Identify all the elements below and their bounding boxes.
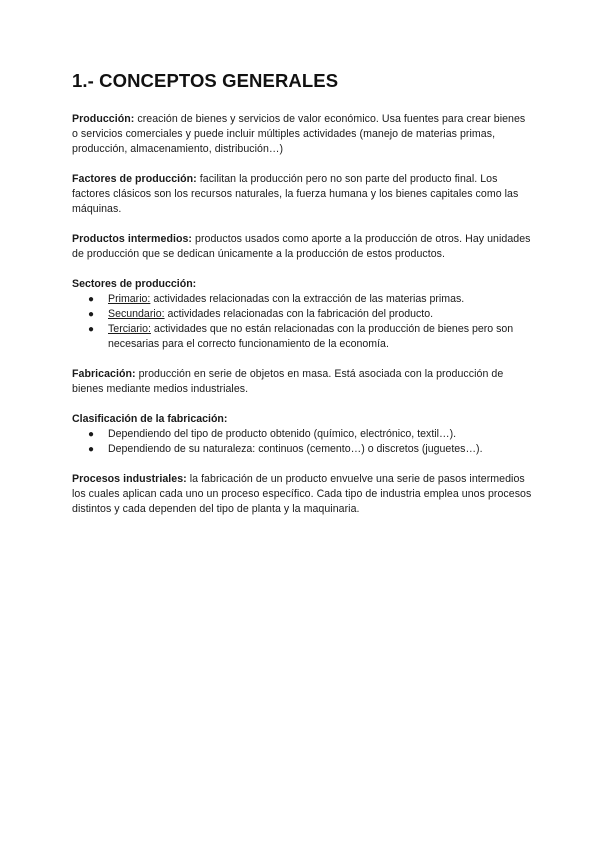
- page-title: 1.- CONCEPTOS GENERALES: [72, 70, 339, 91]
- text-terciario: actividades que no están relacionadas con la producción de bienes pero son necesarias para el correcto funcionamiento de la economía.: [108, 323, 514, 350]
- document-page: [72, 70, 532, 532]
- term-produccion: Producción:: [72, 113, 135, 125]
- term-intermedios: Productos intermedios:: [72, 233, 193, 245]
- paragraph-produccion: [72, 112, 532, 157]
- definition-intermedios: productos usados como aporte a la producción de otros. Hay unidades de producción que se dedican únicamente a la producción de estos productos.: [72, 233, 531, 260]
- label-terciario: Terciario:: [108, 323, 151, 335]
- text-primario: actividades relacionadas con la extracción de las materias primas.: [150, 293, 465, 305]
- bullet-icon: ●: [88, 324, 95, 335]
- bullet-icon: ●: [88, 444, 95, 455]
- list-item-primario: [72, 292, 532, 307]
- text-clasificacion-naturaleza: Dependiendo de su naturaleza: continuos (cemento…) o discretos (juguetes…).: [108, 443, 483, 455]
- bullet-icon: ●: [88, 429, 95, 440]
- text-secundario: actividades relacionadas con la fabricación del producto.: [164, 308, 434, 320]
- list-item-clasificacion-naturaleza: [72, 442, 532, 457]
- text-clasificacion-tipo: Dependiendo del tipo de producto obtenido (químico, electrónico, textil…).: [108, 428, 457, 440]
- term-procesos: Procesos industriales:: [72, 473, 187, 485]
- paragraph-procesos: [72, 472, 532, 517]
- label-secundario: Secundario:: [108, 308, 165, 320]
- paragraph-intermedios: [72, 232, 532, 262]
- term-fabricacion: Fabricación:: [72, 368, 136, 380]
- list-item-terciario: [72, 322, 532, 352]
- definition-fabricacion: producción en serie de objetos en masa. Está asociada con la producción de bienes mediante medios industriales.: [72, 368, 504, 395]
- section-title-clasificacion: Clasificación de la fabricación:: [72, 413, 228, 425]
- bullet-icon: ●: [88, 294, 95, 305]
- paragraph-fabricacion: [72, 367, 532, 397]
- list-item-secundario: [72, 307, 532, 322]
- list-item-clasificacion-tipo: [72, 427, 532, 442]
- list-sectores: [72, 292, 532, 352]
- definition-produccion: creación de bienes y servicios de valor económico. Usa fuentes para crear bienes o servicios comerciales y puede incluir múltiples actividades (manejo de materias primas, producción, almacenamiento, distribución…): [72, 113, 526, 155]
- label-primario: Primario:: [108, 293, 151, 305]
- list-clasificacion: [72, 427, 532, 457]
- section-title-sectores: Sectores de producción:: [72, 278, 197, 290]
- definition-procesos: la fabricación de un producto envuelve una serie de pasos intermedios los cuales aplican cada uno un proceso específico. Cada tipo de industria emplea unos procesos distintos y cada dependen del tipo de planta y la maquinaria.: [72, 473, 532, 515]
- paragraph-factores: [72, 172, 532, 217]
- definition-factores: facilitan la producción pero no son parte del producto final. Los factores clásicos son los recursos naturales, la fuerza humana y los bienes capitales como las máquinas.: [72, 173, 519, 215]
- term-factores: Factores de producción:: [72, 173, 197, 185]
- bullet-icon: ●: [88, 309, 95, 320]
